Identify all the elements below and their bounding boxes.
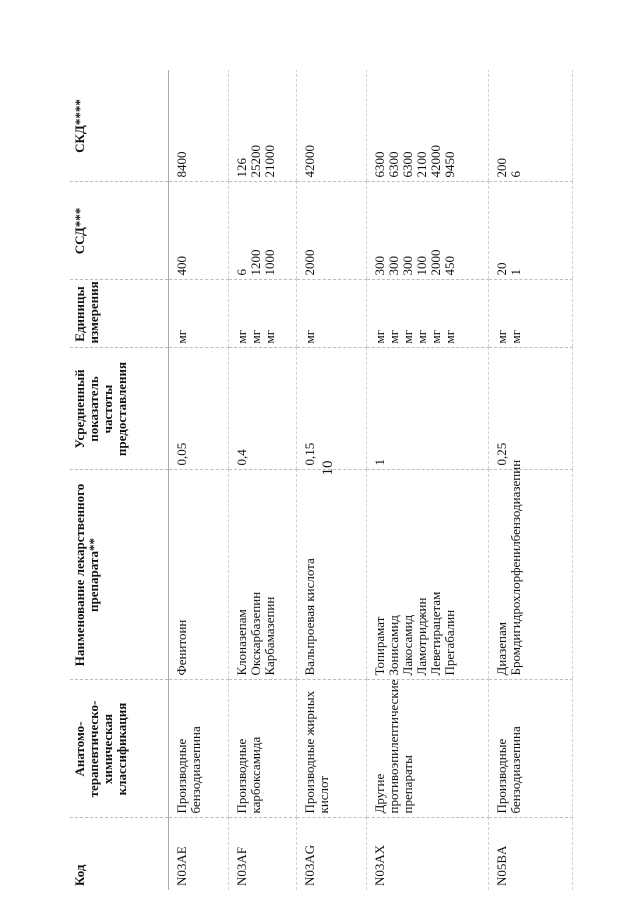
drug-unit-item: мг <box>302 329 317 344</box>
table-row <box>297 70 367 890</box>
group-code: N03AF <box>229 818 297 890</box>
drug-ssd-item: 2000 <box>302 249 317 276</box>
group-code: N05BA <box>489 818 573 890</box>
drug-skd-item: 25200 <box>248 145 263 178</box>
drug-ssd-item: 400 <box>174 256 189 276</box>
drug-unit <box>229 280 297 348</box>
group-atc: Другие противоэпилептические препараты <box>367 680 489 818</box>
group-atc: Производные карбоксамида <box>229 680 297 818</box>
table-container <box>70 70 640 890</box>
group-frequency: 0,25 <box>489 348 573 470</box>
table-row <box>489 70 573 890</box>
group-atc: Производные бензодиазепина <box>489 680 573 818</box>
drug-ssd <box>229 182 297 280</box>
drug-name-item: Топирамат <box>372 616 387 676</box>
drug-skd-item: 6300 <box>386 151 401 178</box>
drug-unit-item: мг <box>508 329 523 344</box>
group-frequency: 0,4 <box>229 348 297 470</box>
drug-unit-item: мг <box>372 329 387 344</box>
header-ssd: ССД*** <box>70 182 169 280</box>
drug-skd-item: 9450 <box>442 151 457 178</box>
drug-ssd <box>297 182 367 280</box>
drug-skd-item: 42000 <box>302 145 317 178</box>
drug-name-item: Прегабалин <box>442 609 457 676</box>
header-drug: Наименование лекарственного препарата** <box>70 470 169 680</box>
drug-skd <box>367 70 489 182</box>
drug-name-item: Диазепам <box>494 622 509 676</box>
drug-unit-item: мг <box>494 329 509 344</box>
drug-skd <box>489 70 573 182</box>
drug-name <box>229 470 297 680</box>
table-row <box>367 70 489 890</box>
drug-ssd-item: 300 <box>400 256 415 276</box>
drug-unit-item: мг <box>262 329 277 344</box>
drug-name-item: Карбамазепин <box>262 596 277 676</box>
drug-skd-item: 8400 <box>174 151 189 178</box>
drug-skd-item: 6300 <box>372 151 387 178</box>
drug-ssd-item: 100 <box>414 256 429 276</box>
header-atc: Анатомо-терапевтическо-химическая классификация <box>70 680 169 818</box>
drug-ssd-item: 2000 <box>428 249 443 276</box>
drug-ssd-item: 1000 <box>262 249 277 276</box>
group-code: N03AX <box>367 818 489 890</box>
drug-unit-item: мг <box>248 329 263 344</box>
drug-skd-item: 2100 <box>414 151 429 178</box>
table-body <box>169 70 573 890</box>
group-code: N03AG <box>297 818 367 890</box>
drug-unit <box>489 280 573 348</box>
drug-unit-item: мг <box>400 329 415 344</box>
drug-ssd-item: 450 <box>442 256 457 276</box>
drug-table <box>70 70 573 890</box>
drug-name-item: Ламотриджин <box>414 597 429 676</box>
drug-skd-item: 6 <box>508 171 523 178</box>
drug-name <box>367 470 489 680</box>
drug-name <box>489 459 573 680</box>
group-frequency: 0,05 <box>169 348 229 470</box>
group-code: N03AE <box>169 818 229 890</box>
drug-name-item: Лакосамид <box>400 614 415 676</box>
drug-skd-item: 6300 <box>400 151 415 178</box>
drug-ssd-item: 300 <box>386 256 401 276</box>
page-number: 10 <box>320 460 336 476</box>
drug-name-item: Бромдигидрохлорфенилбензодиазепин <box>508 459 523 676</box>
drug-name <box>297 470 367 680</box>
drug-unit-item: мг <box>234 329 249 344</box>
group-frequency: 0,15 <box>297 348 367 470</box>
table-row <box>229 70 297 890</box>
group-atc: Производные бензодиазепина <box>169 680 229 818</box>
drug-unit <box>297 280 367 348</box>
drug-unit-item: мг <box>414 329 429 344</box>
drug-name-item: Зонисамид <box>386 615 401 676</box>
drug-name-item: Окскарбазепин <box>248 591 263 676</box>
drug-skd-item: 200 <box>494 158 509 178</box>
drug-ssd <box>367 182 489 280</box>
drug-name-item: Леветирацетам <box>428 591 443 676</box>
group-atc: Производные жирных кислот <box>297 680 367 818</box>
drug-skd <box>297 70 367 182</box>
drug-unit-item: мг <box>174 329 189 344</box>
drug-name-item: Клоназепам <box>234 609 249 676</box>
drug-ssd <box>169 182 229 280</box>
table-row <box>169 70 229 890</box>
header-unit: Единицы измерения <box>70 280 169 348</box>
drug-skd-item: 126 <box>234 158 249 178</box>
header-code: Код <box>70 818 169 890</box>
header-row <box>70 70 169 890</box>
drug-skd-item: 21000 <box>262 145 277 178</box>
drug-unit <box>367 280 489 348</box>
drug-unit-item: мг <box>428 329 443 344</box>
drug-ssd-item: 6 <box>234 269 249 276</box>
drug-ssd <box>489 182 573 280</box>
rotated-table <box>70 70 640 890</box>
header-frequency: Усредненный показатель частоты предоставления <box>70 348 169 470</box>
drug-name <box>169 470 229 680</box>
group-frequency: 1 <box>367 348 489 470</box>
drug-name-item: Фенитоин <box>174 619 189 676</box>
drug-skd <box>169 70 229 182</box>
drug-ssd-item: 1 <box>508 269 523 276</box>
drug-unit-item: мг <box>442 329 457 344</box>
drug-skd-item: 42000 <box>428 145 443 178</box>
drug-name-item: Вальпроевая кислота <box>302 558 317 676</box>
header-skd: СКД**** <box>70 70 169 182</box>
drug-ssd-item: 1200 <box>248 249 263 276</box>
drug-ssd-item: 300 <box>372 256 387 276</box>
drug-ssd-item: 20 <box>494 262 509 276</box>
drug-unit-item: мг <box>386 329 401 344</box>
drug-skd <box>229 70 297 182</box>
drug-unit <box>169 280 229 348</box>
